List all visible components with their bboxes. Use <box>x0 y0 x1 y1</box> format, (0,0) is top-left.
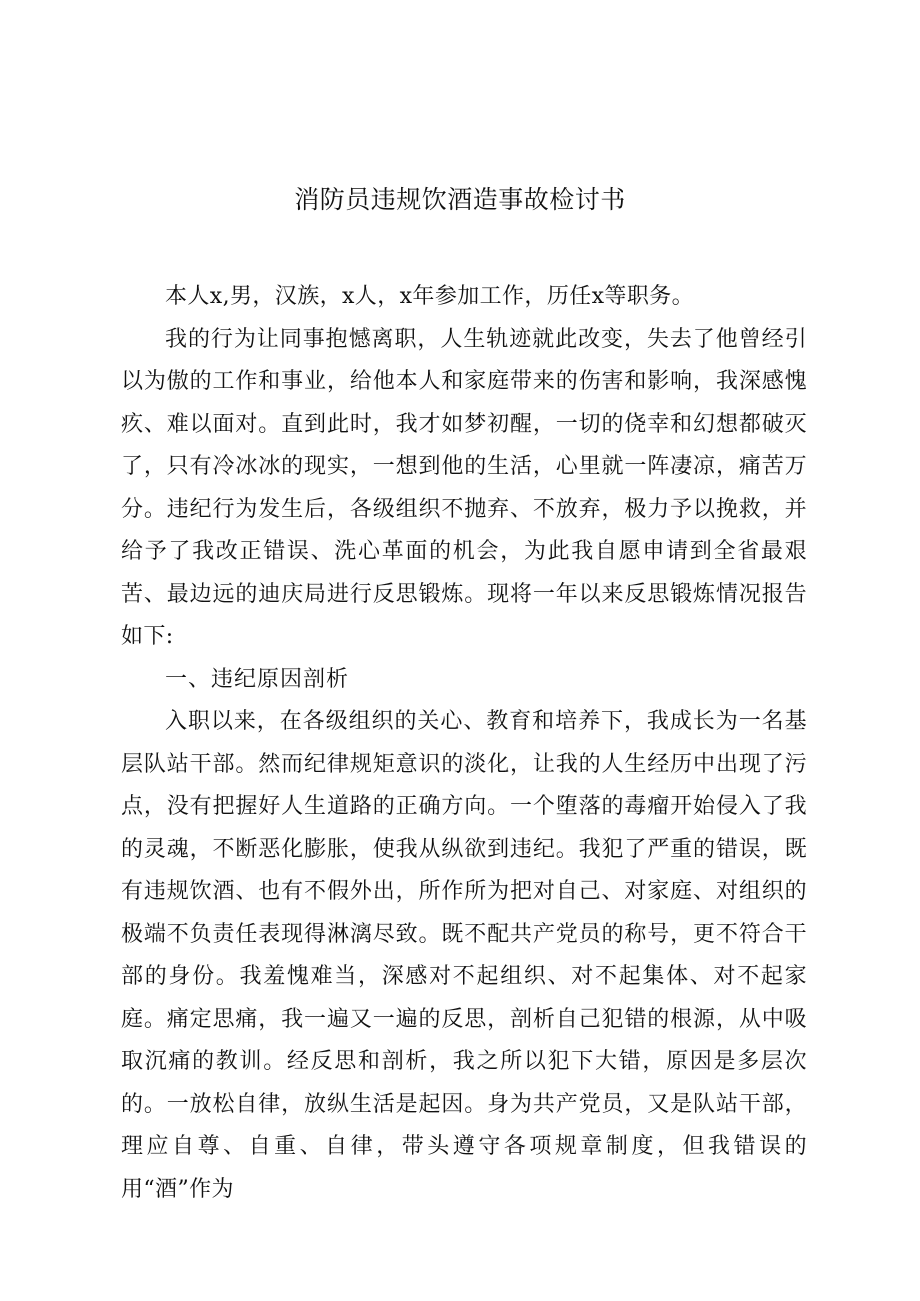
analysis-paragraph: 入职以来，在各级组织的关心、教育和培养下，我成长为一名基层队站干部。然而纪律规矩意识的淡化，让我的人生经历中出现了污点，没有把握好人生道路的正确方向。一个堕落的毒瘤开始侵入了我的灵魂，不断恶化膨胀，使我从纵欲到违纪。我犯了严重的错误，既有违规饮酒、也有不假外出，所作所为把对自己、对家庭、对组织的极端不负责任表现得淋漓尽致。既不配共产党员的称号，更不符合干部的身份。我羞愧难当，深感对不起组织、对不起集体、对不起家庭。痛定思痛，我一遍又一遍的反思，剖析自己犯错的根源，从中吸取沉痛的教训。经反思和剖析，我之所以犯下大错，原因是多层次的。一放松自律，放纵生活是起因。身为共产党员，又是队站干部，理应自尊、自重、自律，带头遵守各项规章制度，但我错误的用“酒”作为 <box>121 709 807 1202</box>
section-heading: 一、违纪原因剖析 <box>165 666 350 692</box>
background-paragraph: 我的行为让同事抱憾离职，人生轨迹就此改变，失去了他曾经引以为傲的工作和事业，给他本人和家庭带来的伤害和影响，我深感愧疚、难以面对。直到此时，我才如梦初醒，一切的侥幸和幻想都破灭了，只有冷冰冰的现实，一想到他的生活，心里就一阵凄凉，痛苦万分。违纪行为发生后，各级组织不抛弃、不放弃，极力予以挽救，并给予了我改正错误、洗心革面的机会，为此我自愿申请到全省最艰苦、最边远的迪庆局进行反思锻炼。现将一年以来反思锻炼情况报告如下: <box>121 326 807 649</box>
document-title: 消防员违规饮酒造事故检讨书 <box>294 185 626 214</box>
document-body <box>121 276 807 1211</box>
intro-paragraph: 本人x,男，汉族，x人，x年参加工作，历任x等职务。 <box>165 284 695 309</box>
